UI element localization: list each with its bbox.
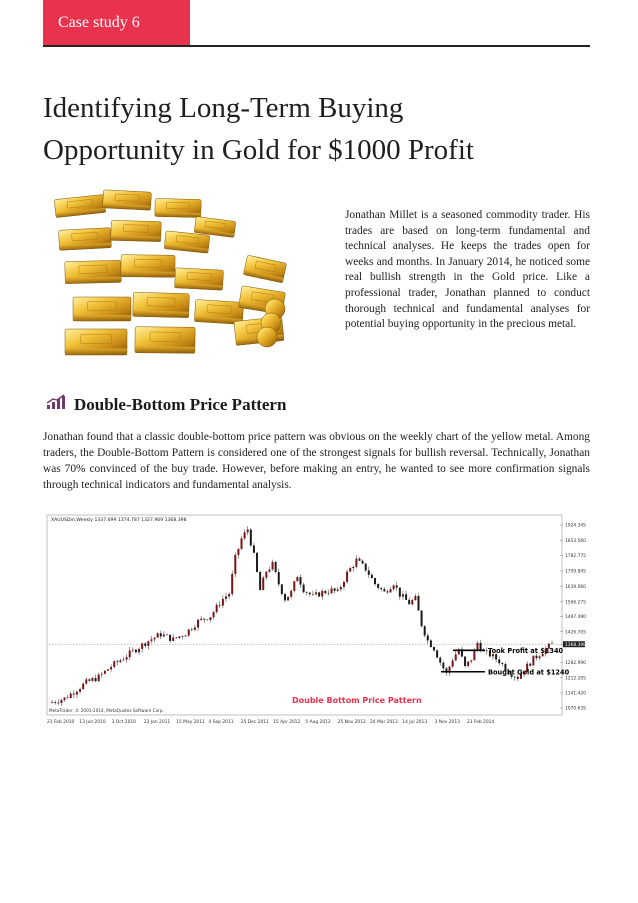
candle-body <box>352 567 354 568</box>
candle-body <box>433 647 435 650</box>
gold-bar <box>135 327 195 354</box>
y-tick-label: 1853.560 <box>565 538 586 544</box>
candle-body <box>427 635 429 640</box>
candle-body <box>150 639 152 641</box>
candle-body <box>135 650 137 653</box>
candle-body <box>144 643 146 646</box>
candle-body <box>225 596 227 598</box>
candle-body <box>51 702 53 703</box>
candle-body <box>197 620 199 628</box>
candle-body <box>414 596 416 600</box>
candle-body <box>377 584 379 588</box>
case-study-label: Case study 6 <box>58 14 140 31</box>
candle-body <box>191 629 193 630</box>
candle-body <box>442 663 444 669</box>
candle-body <box>315 592 317 594</box>
intro-paragraph: Jonathan Millet is a seasoned commodity trader. His trades are based on long-term fundamental and technical analyses. He keeps the trades open for weeks and months. In January 2014, he noticed some real bullish strength in the Gold price. Like a professional trader, Jonathan planned to conduct thorough technical and fundamental analyses for potential buying opportunity in the precious metal. <box>345 209 590 331</box>
candle-body <box>324 591 326 593</box>
candle-body <box>365 563 367 570</box>
candle-body <box>284 594 286 600</box>
candle-body <box>436 650 438 657</box>
candle-body <box>535 656 537 658</box>
candle-body <box>281 584 283 594</box>
candle-body <box>222 599 224 606</box>
section-body: Jonathan found that a classic double-bottom price pattern was obvious on the weekly chart of the yellow metal. Among traders, the Double-Bottom Pattern is considered one of the strongest signals for bullish reversal. Technically, Jonathan was 70% convinced of the buy trade. However, before making an entry, he wanted to see more confirmation signals through technical indicators and fundamental analysis. <box>43 431 590 491</box>
gold-bar <box>121 255 175 278</box>
candle-body <box>206 620 208 621</box>
candle-body <box>182 636 184 637</box>
candle-body <box>467 662 469 666</box>
candle-body <box>160 633 162 636</box>
gold-bar <box>194 300 243 325</box>
candle-body <box>501 663 503 664</box>
candle-body <box>349 568 351 571</box>
candle-body <box>278 572 280 584</box>
x-tick-label: 14 Jul 2013 <box>402 720 428 725</box>
candle-body <box>132 650 134 651</box>
candle-body <box>216 605 218 612</box>
candle-body <box>67 698 69 699</box>
candle-body <box>362 561 364 564</box>
x-tick-label: 3 Nov 2013 <box>434 720 460 725</box>
candle-body <box>107 669 109 670</box>
annotation-label: Bought Gold at $1240 <box>488 668 570 677</box>
gold-weekly-chart <box>45 513 590 728</box>
candle-body <box>393 585 395 589</box>
candle-body <box>331 588 333 593</box>
gold-bar <box>59 228 112 251</box>
candle-body <box>290 591 292 597</box>
x-tick-label: 23 Feb 2014 <box>466 720 495 725</box>
x-tick-label: 4 Sep 2011 <box>208 720 234 725</box>
candle-body <box>244 532 246 538</box>
candle-body <box>200 619 202 620</box>
candle-body <box>417 596 419 611</box>
candle-body <box>157 633 159 637</box>
y-tick-label: 1212.205 <box>565 676 586 682</box>
candle-body <box>141 643 143 649</box>
gold-bar <box>103 190 152 210</box>
gold-bar <box>65 329 127 355</box>
candle-body <box>126 657 128 659</box>
candle-body <box>95 678 97 681</box>
y-tick-label: 1368.398 <box>565 642 586 648</box>
candle-body <box>70 694 72 698</box>
x-tick-label: 23 Jan 2011 <box>143 720 171 725</box>
candle-body <box>138 649 140 652</box>
candle-body <box>203 619 205 620</box>
candle-body <box>514 677 516 678</box>
candle-body <box>209 617 211 620</box>
candle-body <box>175 637 177 638</box>
candle-body <box>464 657 466 666</box>
gold-bar <box>243 255 286 283</box>
candle-body <box>60 700 62 703</box>
candle-body <box>104 671 106 674</box>
candle-body <box>275 562 277 572</box>
y-tick-label: 1566.275 <box>565 600 586 606</box>
gold-bar <box>111 220 162 241</box>
candle-body <box>296 577 298 581</box>
gold-bar <box>65 260 122 283</box>
y-tick-label: 1924.345 <box>565 523 586 529</box>
candle-body <box>154 638 156 640</box>
candle-body <box>532 656 534 666</box>
gold-bar <box>155 198 201 217</box>
candle-body <box>529 664 531 666</box>
candle-body <box>188 629 190 635</box>
candle-body <box>498 659 500 663</box>
x-tick-label: 24 Mar 2013 <box>370 720 398 725</box>
candle-body <box>259 572 261 590</box>
candle-body <box>194 627 196 629</box>
candle-body <box>268 569 270 571</box>
title-line-2: Opportunity in Gold for $1000 Profit <box>43 134 474 166</box>
candle-body <box>452 660 454 666</box>
candle-body <box>551 643 553 644</box>
candle-body <box>300 577 302 585</box>
candle-body <box>368 570 370 574</box>
candle-body <box>231 574 233 594</box>
x-tick-label: 25 Nov 2012 <box>337 720 366 725</box>
candle-body <box>110 667 112 669</box>
candle-body <box>250 530 252 546</box>
candle-body <box>129 651 131 658</box>
candle-body <box>256 553 258 572</box>
title-line-1: Identifying Long-Term Buying <box>43 92 404 124</box>
gold-bar <box>133 292 190 317</box>
candle-body <box>424 626 426 635</box>
candle-body <box>98 675 100 682</box>
candle-body <box>228 594 230 596</box>
candle-body <box>91 678 93 681</box>
candle-body <box>253 545 255 552</box>
y-tick-label: 1497.490 <box>565 615 586 621</box>
header-rule <box>43 45 590 47</box>
candle-body <box>123 660 125 661</box>
candle-body <box>390 589 392 592</box>
candle-body <box>101 674 103 675</box>
candle-body <box>439 658 441 663</box>
candle-body <box>358 559 360 561</box>
candle-body <box>517 677 519 679</box>
candle-body <box>312 594 314 595</box>
candle-body <box>287 597 289 601</box>
annotation-label: Took Profit at $1340 <box>488 646 564 655</box>
candle-body <box>234 555 236 574</box>
section-title: Double-Bottom Price Pattern <box>74 395 287 414</box>
candle-body <box>272 562 274 570</box>
gold-bar <box>54 194 106 217</box>
candle-body <box>265 572 267 578</box>
y-tick-label: 1282.990 <box>565 661 586 667</box>
pattern-label: Double Bottom Price Pattern <box>292 696 422 705</box>
gold-bars-photo <box>45 189 290 359</box>
candle-body <box>343 582 345 587</box>
candle-body <box>293 581 295 591</box>
candle-body <box>455 654 457 660</box>
x-tick-label: 3 Oct 2010 <box>111 720 136 725</box>
candle-body <box>309 593 311 595</box>
candle-body <box>79 689 81 692</box>
chart-header: XAUUSDm,Weekly 1337.699 1374.787 1327.969 1368.398 <box>51 518 187 523</box>
y-tick-label: 1639.060 <box>565 584 586 590</box>
x-tick-label: 15 May 2011 <box>176 720 205 725</box>
candle-body <box>411 600 413 604</box>
candle-body <box>119 660 121 662</box>
gold-coin <box>257 327 277 347</box>
y-tick-label: 1141.420 <box>565 691 586 697</box>
x-tick-label: 5 Aug 2012 <box>305 720 331 725</box>
candle-body <box>54 702 56 703</box>
y-tick-label: 1709.845 <box>565 569 586 575</box>
candle-body <box>82 684 84 689</box>
chart-footer: MetaTrader, © 2001-2014, MetaQuotes Software Corp. <box>49 708 164 713</box>
gold-bar <box>73 297 131 321</box>
candle-body <box>374 578 376 584</box>
y-tick-label: 1426.705 <box>565 630 586 636</box>
candle-body <box>306 592 308 593</box>
case-study-tag <box>43 0 190 46</box>
candle-body <box>371 575 373 578</box>
candle-body <box>73 694 75 695</box>
candle-body <box>166 635 168 636</box>
candle-body <box>178 636 180 638</box>
candle-body <box>405 594 407 600</box>
candle-body <box>85 679 87 683</box>
candle-body <box>241 538 243 548</box>
candle-body <box>185 635 187 636</box>
candle-body <box>340 587 342 589</box>
y-tick-label: 1070.635 <box>565 706 586 712</box>
candle-body <box>113 661 115 667</box>
candle-body <box>147 641 149 646</box>
candle-body <box>303 585 305 593</box>
candle-body <box>327 593 329 594</box>
candle-body <box>402 594 404 596</box>
candle-body <box>219 605 221 606</box>
candle-body <box>172 637 174 640</box>
x-tick-label: 21 Feb 2010 <box>47 720 75 725</box>
candle-body <box>334 588 336 590</box>
candle-body <box>380 588 382 589</box>
candle-body <box>476 643 478 650</box>
candle-body <box>386 591 388 592</box>
candle-body <box>346 572 348 582</box>
candle-body <box>337 589 339 590</box>
candle-body <box>213 612 215 617</box>
candle-body <box>318 592 320 596</box>
candle-body <box>408 600 410 605</box>
candle-body <box>88 679 90 680</box>
candle-body <box>321 591 323 597</box>
candle-body <box>116 661 118 662</box>
candle-body <box>163 635 165 637</box>
x-tick-label: 15 Apr 2012 <box>273 720 301 725</box>
candle-body <box>495 654 497 659</box>
candle-body <box>76 692 78 695</box>
candle-body <box>355 559 357 567</box>
candle-body <box>262 578 264 590</box>
candle-body <box>399 588 401 597</box>
bar-chart-icon <box>46 394 66 410</box>
candle-body <box>470 660 472 661</box>
candle-body <box>57 703 59 704</box>
candle-body <box>421 611 423 627</box>
candle-body <box>383 589 385 591</box>
candle-body <box>169 635 171 641</box>
candle-body <box>237 549 239 555</box>
page-title <box>43 87 603 171</box>
y-tick-label: 1782.775 <box>565 553 586 559</box>
candle-body <box>247 530 249 533</box>
gold-bar <box>164 231 210 254</box>
candle-body <box>396 585 398 587</box>
gold-bar <box>175 268 224 290</box>
x-tick-label: 13 Jun 2010 <box>79 720 106 725</box>
candle-body <box>64 698 66 700</box>
x-tick-label: 25 Dec 2011 <box>240 720 269 725</box>
candle-body <box>430 640 432 647</box>
candle-body <box>539 656 541 658</box>
